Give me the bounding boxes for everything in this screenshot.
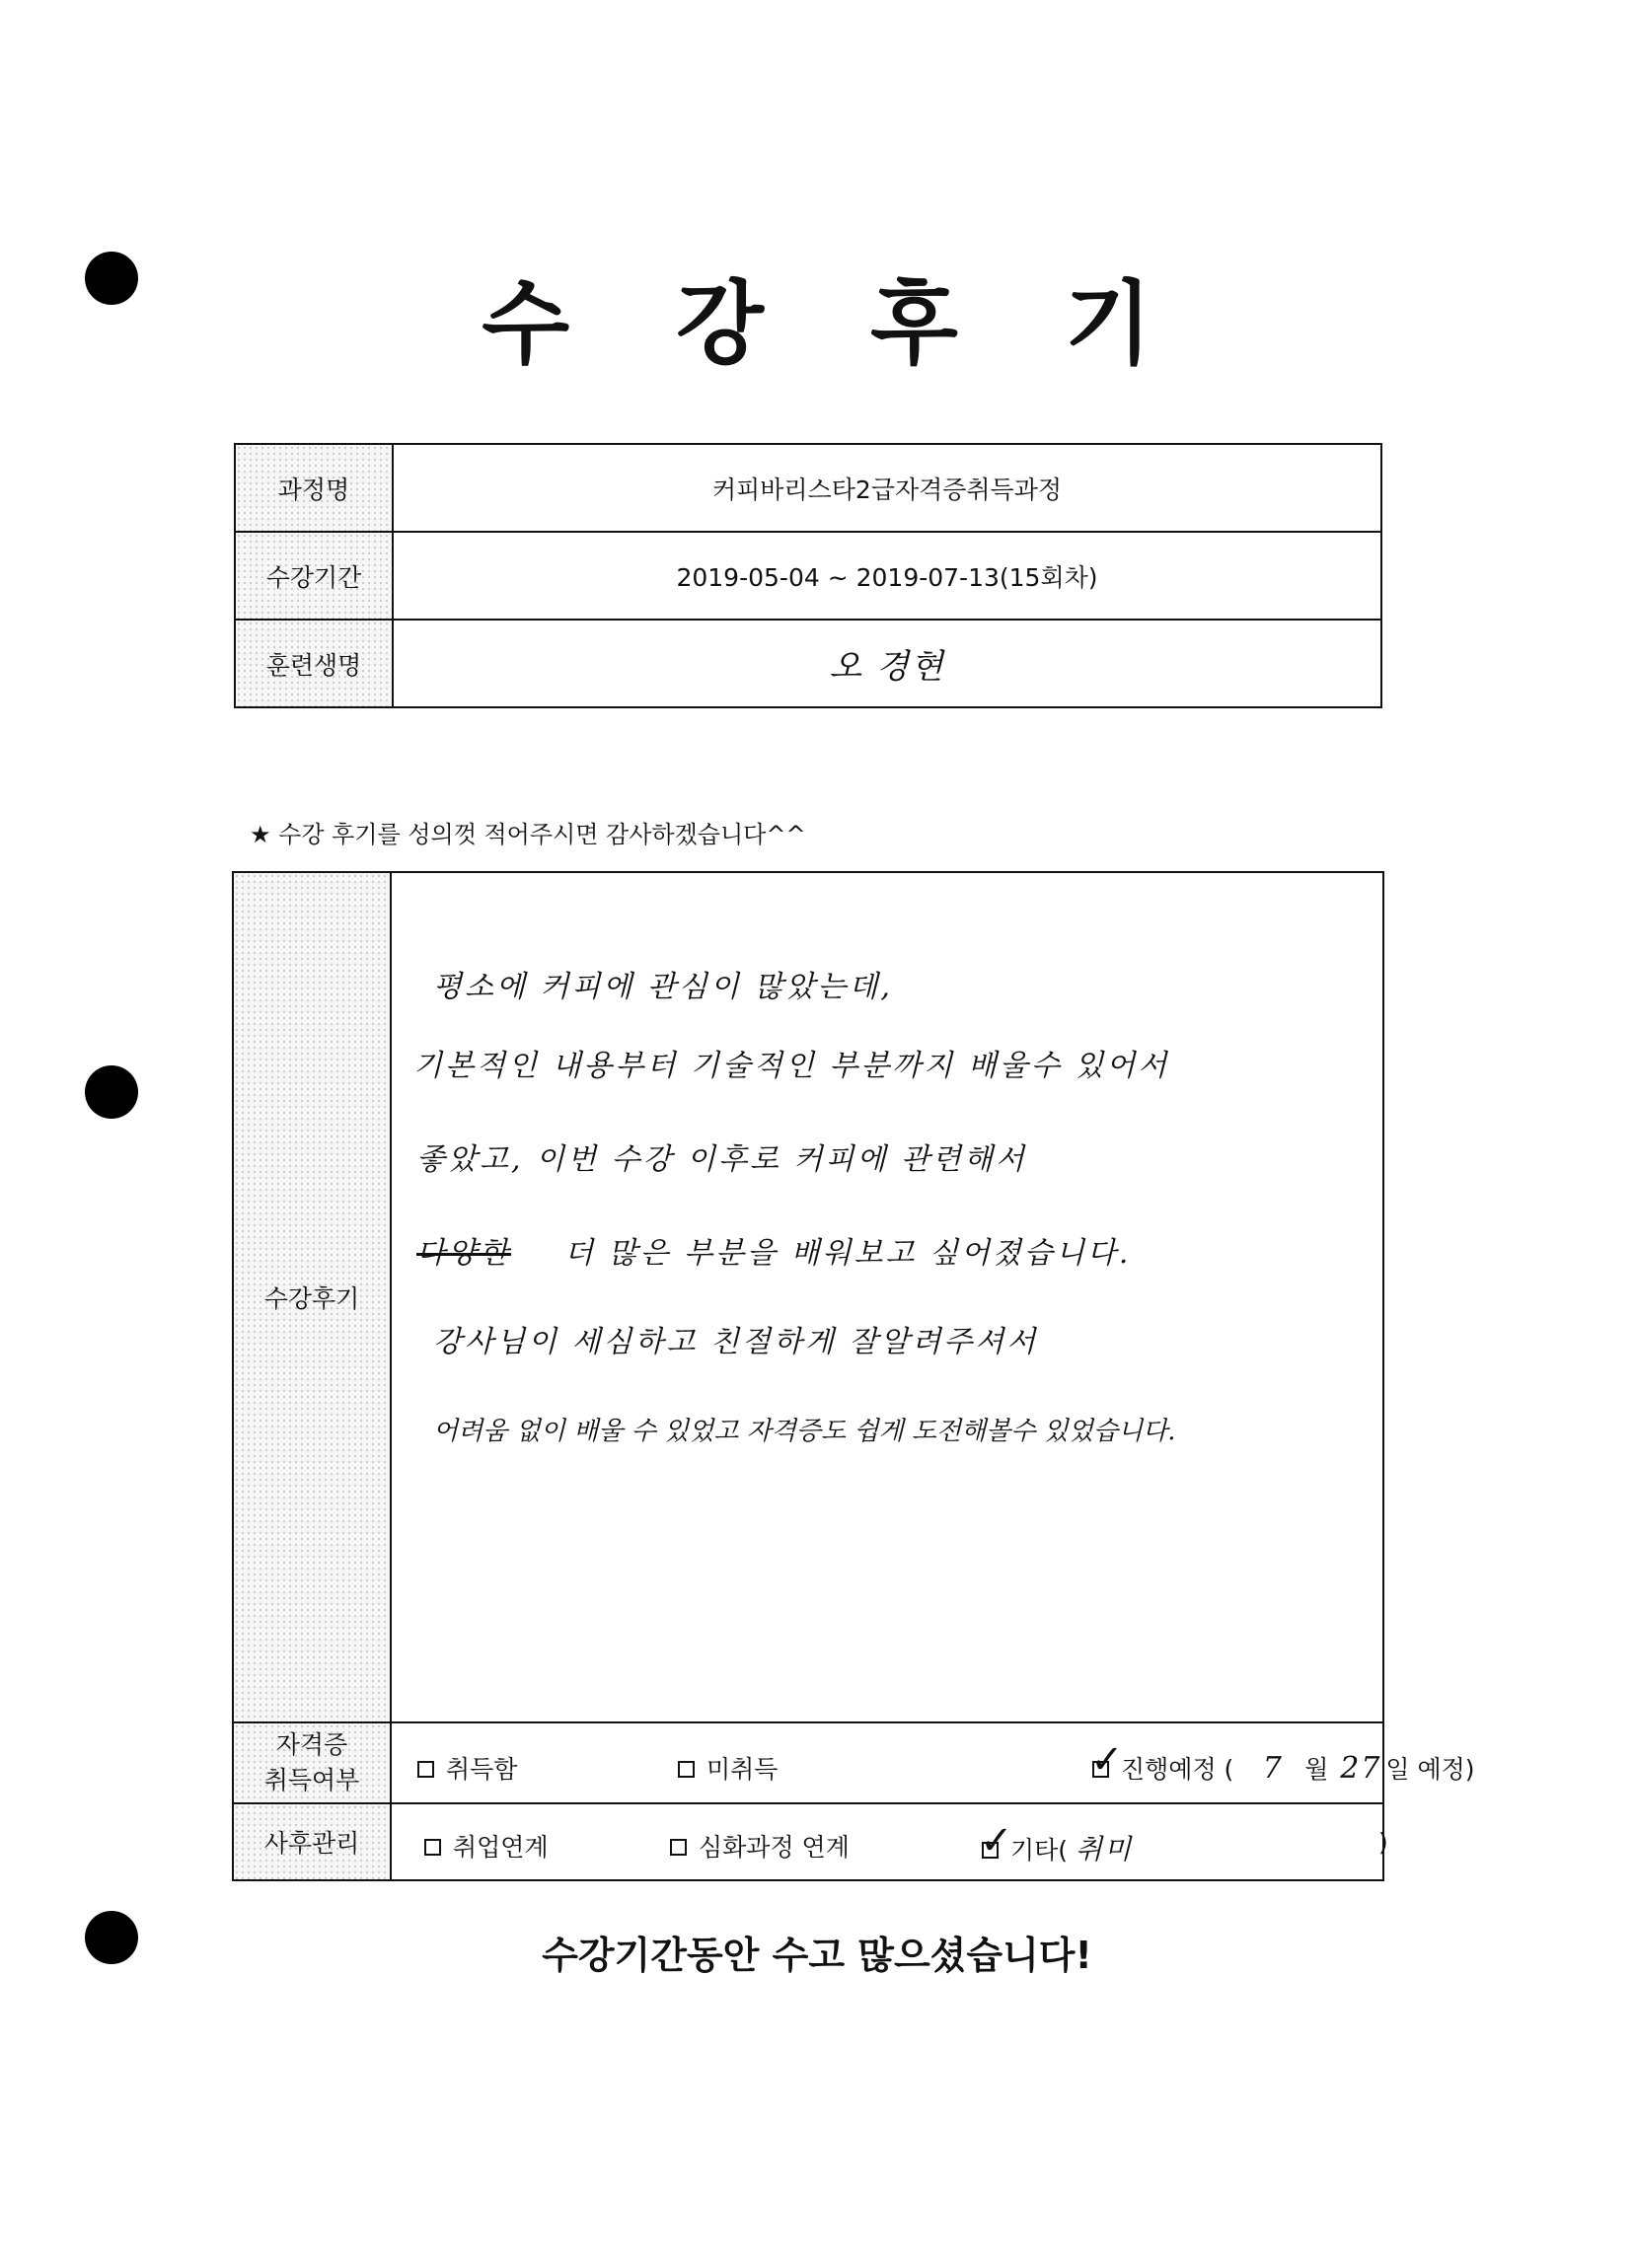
table-row	[235, 444, 1381, 532]
table-row	[233, 1722, 1383, 1803]
review-line-4-struck-word: 다양한	[416, 1236, 511, 1271]
option-acquired[interactable]	[417, 1750, 517, 1786]
option-other[interactable]	[980, 1817, 1134, 1867]
trainee-name-label: 훈련생명	[235, 620, 393, 707]
check-mark-icon: ✓	[1090, 1736, 1124, 1783]
course-name-value: 커피바리스타2급자격증취득과정	[393, 444, 1381, 532]
review-line-6: 어려움 없이 배울 수 있었고 자격증도 쉽게 도전해볼수 있었습니다.	[433, 1417, 1176, 1446]
table-row	[235, 620, 1381, 707]
checkbox-acquired[interactable]	[417, 1761, 434, 1778]
option-not-acquired[interactable]	[678, 1750, 778, 1786]
footer-message: 수강기간동안 수고 많으셨습니다!	[542, 1934, 1092, 1977]
checkbox-not-acquired[interactable]	[678, 1761, 695, 1778]
review-line-2: 기본적인 내용부터 기술적인 부분까지 배울수 있어서	[413, 1049, 1170, 1083]
other-value: 취미	[1076, 1833, 1134, 1866]
option-advanced[interactable]	[670, 1828, 850, 1864]
table-row	[235, 532, 1381, 620]
planned-month: 7	[1262, 1751, 1284, 1786]
option-employment-label: 취업연계	[453, 1833, 549, 1862]
option-not-acquired-label: 미취득	[706, 1755, 779, 1784]
checkbox-advanced[interactable]	[670, 1839, 687, 1856]
option-planned-label: 진행예정 (	[1121, 1755, 1234, 1784]
option-other-close-paren: )	[1378, 1828, 1388, 1857]
course-period-value: 2019-05-04 ~ 2019-07-13(15회차)	[393, 532, 1381, 620]
option-planned[interactable]	[1090, 1736, 1475, 1786]
certification-label	[233, 1722, 391, 1803]
planned-day: 27	[1340, 1751, 1382, 1786]
table-row	[233, 1803, 1383, 1880]
aftercare-label: 사후관리	[233, 1803, 391, 1880]
certification-label-line1: 자격증	[275, 1730, 348, 1759]
table-row	[233, 872, 1383, 1722]
aftercare-options	[391, 1803, 1388, 1880]
course-period-label: 수강기간	[235, 532, 393, 620]
trainee-name-value: 오 경현	[393, 620, 1381, 707]
checkbox-other[interactable]	[980, 1817, 1013, 1864]
review-label: 수강후기	[233, 872, 391, 1722]
course-name-label: 과정명	[235, 444, 393, 532]
instruction-text: ★ 수강 후기를 성의껏 적어주시면 감사하겠습니다^^	[250, 821, 806, 848]
check-mark-icon: ✓	[980, 1817, 1013, 1864]
review-line-3: 좋았고, 이번 수강 이후로 커피에 관련해서	[416, 1142, 1027, 1177]
option-other-label: 기타(	[1010, 1836, 1069, 1865]
page-title: 수 강 후 기	[482, 271, 1190, 377]
option-employment[interactable]	[424, 1828, 549, 1864]
day-suffix: 일 예정)	[1385, 1755, 1475, 1784]
review-table	[232, 871, 1475, 1881]
option-acquired-label: 취득함	[446, 1755, 518, 1784]
certification-label-line2: 취득여부	[263, 1766, 360, 1794]
review-line-1: 평소에 커피에 관심이 많았는데,	[433, 970, 893, 1004]
checkbox-planned[interactable]	[1090, 1736, 1124, 1783]
punch-hole-middle	[85, 1065, 138, 1119]
option-advanced-label: 심화과정 연계	[699, 1833, 850, 1862]
course-info-table	[234, 443, 1382, 708]
review-handwriting-area	[391, 872, 1383, 1722]
certification-options	[391, 1722, 1475, 1803]
checkbox-employment[interactable]	[424, 1839, 441, 1856]
review-line-4: 더 많은 부분을 배워보고 싶어졌습니다.	[564, 1236, 1132, 1271]
review-line-5: 강사님이 세심하고 친절하게 잘알려주셔서	[433, 1325, 1039, 1359]
month-unit: 월	[1304, 1755, 1329, 1784]
